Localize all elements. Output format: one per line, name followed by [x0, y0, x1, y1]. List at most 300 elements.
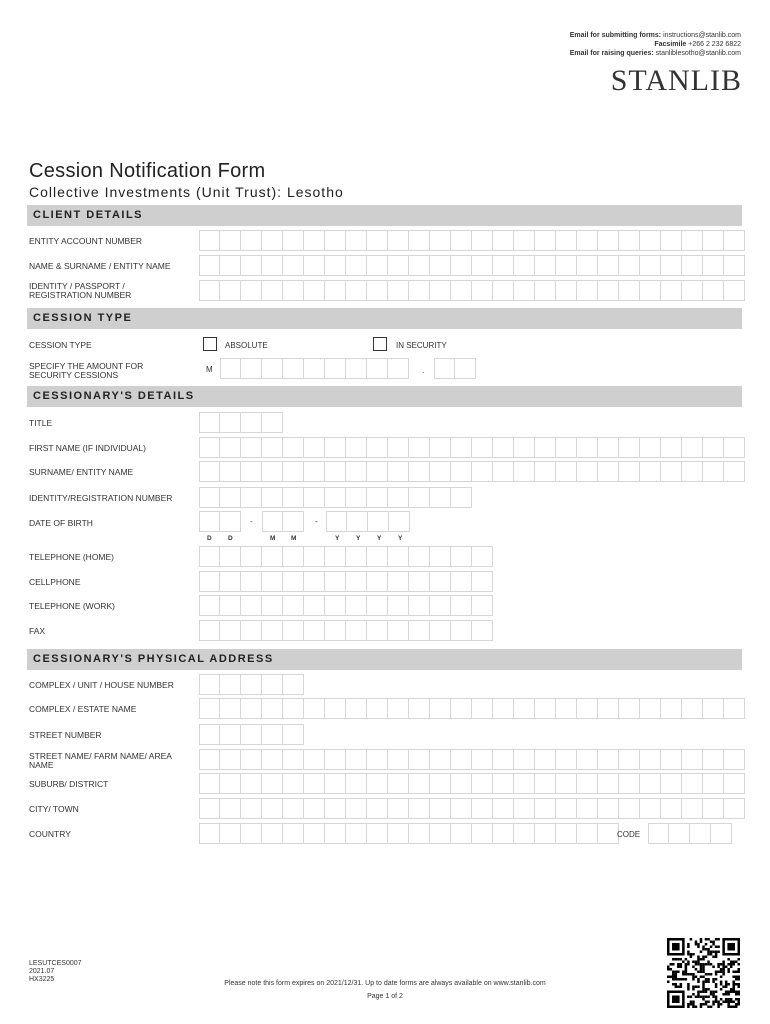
char-box[interactable] [472, 546, 493, 567]
char-box[interactable] [199, 823, 220, 844]
char-box[interactable] [577, 698, 598, 719]
char-box[interactable] [241, 798, 262, 819]
char-box[interactable] [430, 798, 451, 819]
char-box[interactable] [598, 461, 619, 482]
char-box[interactable] [283, 773, 304, 794]
char-box[interactable] [451, 698, 472, 719]
char-box[interactable] [346, 698, 367, 719]
char-box[interactable] [535, 798, 556, 819]
char-box[interactable] [493, 461, 514, 482]
char-box[interactable] [409, 749, 430, 770]
char-box[interactable] [304, 546, 325, 567]
char-box[interactable] [640, 749, 661, 770]
char-box[interactable] [367, 230, 388, 251]
char-box[interactable] [346, 749, 367, 770]
char-box[interactable] [724, 749, 745, 770]
char-box[interactable] [409, 823, 430, 844]
char-box[interactable] [409, 230, 430, 251]
char-box[interactable] [199, 749, 220, 770]
char-box[interactable] [535, 749, 556, 770]
char-box[interactable] [388, 437, 409, 458]
char-box[interactable] [703, 749, 724, 770]
char-box[interactable] [514, 773, 535, 794]
char-box[interactable] [199, 487, 220, 508]
char-box[interactable] [367, 823, 388, 844]
char-box[interactable] [199, 571, 220, 592]
char-box[interactable] [598, 437, 619, 458]
char-box[interactable] [451, 749, 472, 770]
char-box[interactable] [577, 437, 598, 458]
char-box[interactable] [682, 461, 703, 482]
code-input[interactable] [648, 823, 732, 844]
char-box[interactable] [241, 773, 262, 794]
char-box[interactable] [451, 546, 472, 567]
char-box[interactable] [388, 255, 409, 276]
char-box[interactable] [409, 595, 430, 616]
char-box[interactable] [199, 620, 220, 641]
char-box[interactable] [220, 255, 241, 276]
char-box[interactable] [409, 461, 430, 482]
char-box[interactable] [199, 280, 220, 301]
char-box[interactable] [283, 823, 304, 844]
char-box[interactable] [346, 230, 367, 251]
char-box[interactable] [346, 546, 367, 567]
char-box[interactable] [577, 255, 598, 276]
char-box[interactable] [493, 230, 514, 251]
char-box[interactable] [199, 546, 220, 567]
char-box[interactable] [283, 595, 304, 616]
char-box[interactable] [220, 230, 241, 251]
char-box[interactable] [220, 823, 241, 844]
char-box[interactable] [262, 230, 283, 251]
char-box[interactable] [304, 823, 325, 844]
char-box[interactable] [367, 620, 388, 641]
id-number-input[interactable] [199, 487, 472, 508]
char-box[interactable] [304, 280, 325, 301]
char-box[interactable] [472, 230, 493, 251]
char-box[interactable] [241, 437, 262, 458]
char-box[interactable] [430, 461, 451, 482]
char-box[interactable] [493, 280, 514, 301]
char-box[interactable] [220, 437, 241, 458]
dob-month-input[interactable] [262, 511, 304, 532]
char-box[interactable] [367, 461, 388, 482]
char-box[interactable] [409, 437, 430, 458]
char-box[interactable] [493, 823, 514, 844]
char-box[interactable] [455, 358, 476, 379]
char-box[interactable] [682, 798, 703, 819]
char-box[interactable] [367, 595, 388, 616]
char-box[interactable] [472, 437, 493, 458]
char-box[interactable] [724, 437, 745, 458]
char-box[interactable] [347, 511, 368, 532]
char-box[interactable] [703, 798, 724, 819]
char-box[interactable] [283, 280, 304, 301]
char-box[interactable] [262, 511, 283, 532]
char-box[interactable] [619, 698, 640, 719]
char-box[interactable] [262, 546, 283, 567]
char-box[interactable] [199, 461, 220, 482]
char-box[interactable] [472, 571, 493, 592]
char-box[interactable] [367, 358, 388, 379]
char-box[interactable] [388, 595, 409, 616]
char-box[interactable] [262, 412, 283, 433]
char-box[interactable] [724, 255, 745, 276]
char-box[interactable] [514, 698, 535, 719]
char-box[interactable] [241, 358, 262, 379]
in-security-checkbox[interactable] [373, 337, 387, 351]
char-box[interactable] [556, 230, 577, 251]
char-box[interactable] [346, 798, 367, 819]
first-name-input[interactable] [199, 437, 745, 458]
char-box[interactable] [220, 595, 241, 616]
email-forms-value[interactable]: instructions@stanlib.com [663, 32, 741, 39]
street-name-input[interactable] [199, 749, 745, 770]
char-box[interactable] [619, 255, 640, 276]
char-box[interactable] [326, 511, 347, 532]
char-box[interactable] [283, 698, 304, 719]
char-box[interactable] [283, 724, 304, 745]
char-box[interactable] [598, 255, 619, 276]
char-box[interactable] [325, 546, 346, 567]
entity-account-input[interactable] [199, 230, 745, 251]
char-box[interactable] [430, 749, 451, 770]
char-box[interactable] [220, 511, 241, 532]
char-box[interactable] [472, 823, 493, 844]
char-box[interactable] [241, 461, 262, 482]
char-box[interactable] [304, 698, 325, 719]
char-box[interactable] [619, 230, 640, 251]
char-box[interactable] [493, 773, 514, 794]
char-box[interactable] [325, 230, 346, 251]
char-box[interactable] [262, 461, 283, 482]
char-box[interactable] [535, 437, 556, 458]
char-box[interactable] [535, 255, 556, 276]
char-box[interactable] [199, 674, 220, 695]
char-box[interactable] [434, 358, 455, 379]
char-box[interactable] [619, 437, 640, 458]
tel-work-input[interactable] [199, 595, 493, 616]
char-box[interactable] [535, 823, 556, 844]
char-box[interactable] [661, 461, 682, 482]
char-box[interactable] [241, 412, 262, 433]
char-box[interactable] [724, 230, 745, 251]
tel-home-input[interactable] [199, 546, 493, 567]
char-box[interactable] [409, 773, 430, 794]
char-box[interactable] [241, 749, 262, 770]
char-box[interactable] [703, 437, 724, 458]
char-box[interactable] [430, 571, 451, 592]
char-box[interactable] [556, 255, 577, 276]
char-box[interactable] [640, 798, 661, 819]
char-box[interactable] [493, 437, 514, 458]
char-box[interactable] [577, 461, 598, 482]
char-box[interactable] [241, 724, 262, 745]
char-box[interactable] [703, 773, 724, 794]
char-box[interactable] [325, 571, 346, 592]
char-box[interactable] [304, 461, 325, 482]
char-box[interactable] [619, 280, 640, 301]
char-box[interactable] [648, 823, 669, 844]
char-box[interactable] [724, 461, 745, 482]
char-box[interactable] [661, 255, 682, 276]
char-box[interactable] [262, 358, 283, 379]
char-box[interactable] [451, 487, 472, 508]
title-input[interactable] [199, 412, 283, 433]
char-box[interactable] [325, 798, 346, 819]
char-box[interactable] [304, 437, 325, 458]
char-box[interactable] [346, 620, 367, 641]
char-box[interactable] [451, 595, 472, 616]
identity-input[interactable] [199, 280, 745, 301]
char-box[interactable] [325, 698, 346, 719]
char-box[interactable] [283, 620, 304, 641]
complex-estate-input[interactable] [199, 698, 745, 719]
char-box[interactable] [389, 511, 410, 532]
char-box[interactable] [325, 437, 346, 458]
char-box[interactable] [669, 823, 690, 844]
char-box[interactable] [472, 798, 493, 819]
char-box[interactable] [283, 461, 304, 482]
char-box[interactable] [262, 698, 283, 719]
complex-unit-input[interactable] [199, 674, 304, 695]
char-box[interactable] [598, 823, 619, 844]
char-box[interactable] [472, 698, 493, 719]
char-box[interactable] [430, 487, 451, 508]
char-box[interactable] [199, 230, 220, 251]
char-box[interactable] [367, 798, 388, 819]
char-box[interactable] [262, 823, 283, 844]
char-box[interactable] [367, 487, 388, 508]
char-box[interactable] [304, 595, 325, 616]
char-box[interactable] [262, 487, 283, 508]
char-box[interactable] [220, 487, 241, 508]
char-box[interactable] [325, 487, 346, 508]
char-box[interactable] [556, 823, 577, 844]
char-box[interactable] [346, 461, 367, 482]
char-box[interactable] [325, 461, 346, 482]
char-box[interactable] [220, 280, 241, 301]
char-box[interactable] [262, 620, 283, 641]
char-box[interactable] [619, 773, 640, 794]
surname-input[interactable] [199, 461, 745, 482]
char-box[interactable] [220, 674, 241, 695]
char-box[interactable] [703, 461, 724, 482]
char-box[interactable] [220, 461, 241, 482]
email-queries-value[interactable]: stanliblesotho@stanlib.com [655, 50, 741, 57]
char-box[interactable] [388, 698, 409, 719]
char-box[interactable] [430, 230, 451, 251]
char-box[interactable] [556, 698, 577, 719]
char-box[interactable] [451, 280, 472, 301]
char-box[interactable] [367, 773, 388, 794]
char-box[interactable] [220, 620, 241, 641]
char-box[interactable] [304, 749, 325, 770]
char-box[interactable] [472, 749, 493, 770]
char-box[interactable] [367, 749, 388, 770]
char-box[interactable] [283, 674, 304, 695]
char-box[interactable] [241, 546, 262, 567]
suburb-input[interactable] [199, 773, 745, 794]
char-box[interactable] [346, 487, 367, 508]
char-box[interactable] [346, 280, 367, 301]
char-box[interactable] [262, 255, 283, 276]
char-box[interactable] [472, 773, 493, 794]
char-box[interactable] [661, 798, 682, 819]
country-input[interactable] [199, 823, 619, 844]
char-box[interactable] [598, 230, 619, 251]
char-box[interactable] [577, 773, 598, 794]
char-box[interactable] [388, 571, 409, 592]
char-box[interactable] [262, 437, 283, 458]
char-box[interactable] [283, 749, 304, 770]
char-box[interactable] [682, 280, 703, 301]
amount-input[interactable] [220, 358, 409, 379]
char-box[interactable] [724, 280, 745, 301]
char-box[interactable] [661, 749, 682, 770]
char-box[interactable] [199, 437, 220, 458]
char-box[interactable] [451, 461, 472, 482]
char-box[interactable] [472, 280, 493, 301]
char-box[interactable] [283, 358, 304, 379]
char-box[interactable] [556, 749, 577, 770]
char-box[interactable] [682, 230, 703, 251]
char-box[interactable] [241, 280, 262, 301]
char-box[interactable] [220, 798, 241, 819]
char-box[interactable] [640, 437, 661, 458]
char-box[interactable] [304, 358, 325, 379]
char-box[interactable] [388, 620, 409, 641]
char-box[interactable] [451, 773, 472, 794]
char-box[interactable] [283, 487, 304, 508]
char-box[interactable] [220, 546, 241, 567]
char-box[interactable] [535, 698, 556, 719]
char-box[interactable] [199, 698, 220, 719]
char-box[interactable] [598, 698, 619, 719]
char-box[interactable] [241, 255, 262, 276]
char-box[interactable] [199, 798, 220, 819]
char-box[interactable] [690, 823, 711, 844]
char-box[interactable] [451, 571, 472, 592]
char-box[interactable] [619, 461, 640, 482]
absolute-checkbox[interactable] [203, 337, 217, 351]
char-box[interactable] [220, 358, 241, 379]
char-box[interactable] [241, 230, 262, 251]
char-box[interactable] [325, 358, 346, 379]
char-box[interactable] [577, 230, 598, 251]
char-box[interactable] [199, 724, 220, 745]
char-box[interactable] [220, 571, 241, 592]
char-box[interactable] [682, 437, 703, 458]
char-box[interactable] [682, 698, 703, 719]
char-box[interactable] [703, 698, 724, 719]
char-box[interactable] [304, 255, 325, 276]
char-box[interactable] [199, 412, 220, 433]
char-box[interactable] [598, 749, 619, 770]
char-box[interactable] [283, 230, 304, 251]
char-box[interactable] [619, 798, 640, 819]
char-box[interactable] [346, 823, 367, 844]
char-box[interactable] [682, 255, 703, 276]
char-box[interactable] [514, 749, 535, 770]
char-box[interactable] [661, 773, 682, 794]
char-box[interactable] [325, 255, 346, 276]
char-box[interactable] [514, 230, 535, 251]
char-box[interactable] [325, 595, 346, 616]
fax-input[interactable] [199, 620, 493, 641]
char-box[interactable] [388, 230, 409, 251]
char-box[interactable] [514, 255, 535, 276]
char-box[interactable] [472, 595, 493, 616]
name-surname-input[interactable] [199, 255, 745, 276]
char-box[interactable] [409, 255, 430, 276]
char-box[interactable] [430, 437, 451, 458]
char-box[interactable] [556, 773, 577, 794]
char-box[interactable] [325, 620, 346, 641]
char-box[interactable] [199, 255, 220, 276]
char-box[interactable] [535, 230, 556, 251]
char-box[interactable] [388, 461, 409, 482]
char-box[interactable] [304, 798, 325, 819]
char-box[interactable] [241, 571, 262, 592]
char-box[interactable] [451, 823, 472, 844]
char-box[interactable] [451, 255, 472, 276]
char-box[interactable] [556, 437, 577, 458]
char-box[interactable] [430, 255, 451, 276]
char-box[interactable] [451, 230, 472, 251]
char-box[interactable] [661, 698, 682, 719]
char-box[interactable] [472, 461, 493, 482]
char-box[interactable] [220, 724, 241, 745]
char-box[interactable] [325, 823, 346, 844]
char-box[interactable] [556, 798, 577, 819]
char-box[interactable] [367, 546, 388, 567]
char-box[interactable] [304, 620, 325, 641]
char-box[interactable] [367, 280, 388, 301]
char-box[interactable] [724, 698, 745, 719]
char-box[interactable] [368, 511, 389, 532]
char-box[interactable] [262, 571, 283, 592]
char-box[interactable] [514, 461, 535, 482]
char-box[interactable] [388, 546, 409, 567]
char-box[interactable] [262, 280, 283, 301]
char-box[interactable] [661, 437, 682, 458]
char-box[interactable] [388, 358, 409, 379]
char-box[interactable] [199, 773, 220, 794]
char-box[interactable] [556, 461, 577, 482]
char-box[interactable] [430, 773, 451, 794]
char-box[interactable] [283, 511, 304, 532]
char-box[interactable] [199, 511, 220, 532]
cellphone-input[interactable] [199, 571, 493, 592]
char-box[interactable] [199, 595, 220, 616]
char-box[interactable] [325, 280, 346, 301]
char-box[interactable] [241, 698, 262, 719]
dob-year-input[interactable] [326, 511, 410, 532]
char-box[interactable] [304, 571, 325, 592]
char-box[interactable] [535, 773, 556, 794]
char-box[interactable] [409, 571, 430, 592]
char-box[interactable] [598, 798, 619, 819]
char-box[interactable] [493, 698, 514, 719]
char-box[interactable] [409, 798, 430, 819]
char-box[interactable] [409, 280, 430, 301]
char-box[interactable] [619, 749, 640, 770]
char-box[interactable] [241, 823, 262, 844]
char-box[interactable] [514, 280, 535, 301]
char-box[interactable] [388, 773, 409, 794]
char-box[interactable] [724, 798, 745, 819]
